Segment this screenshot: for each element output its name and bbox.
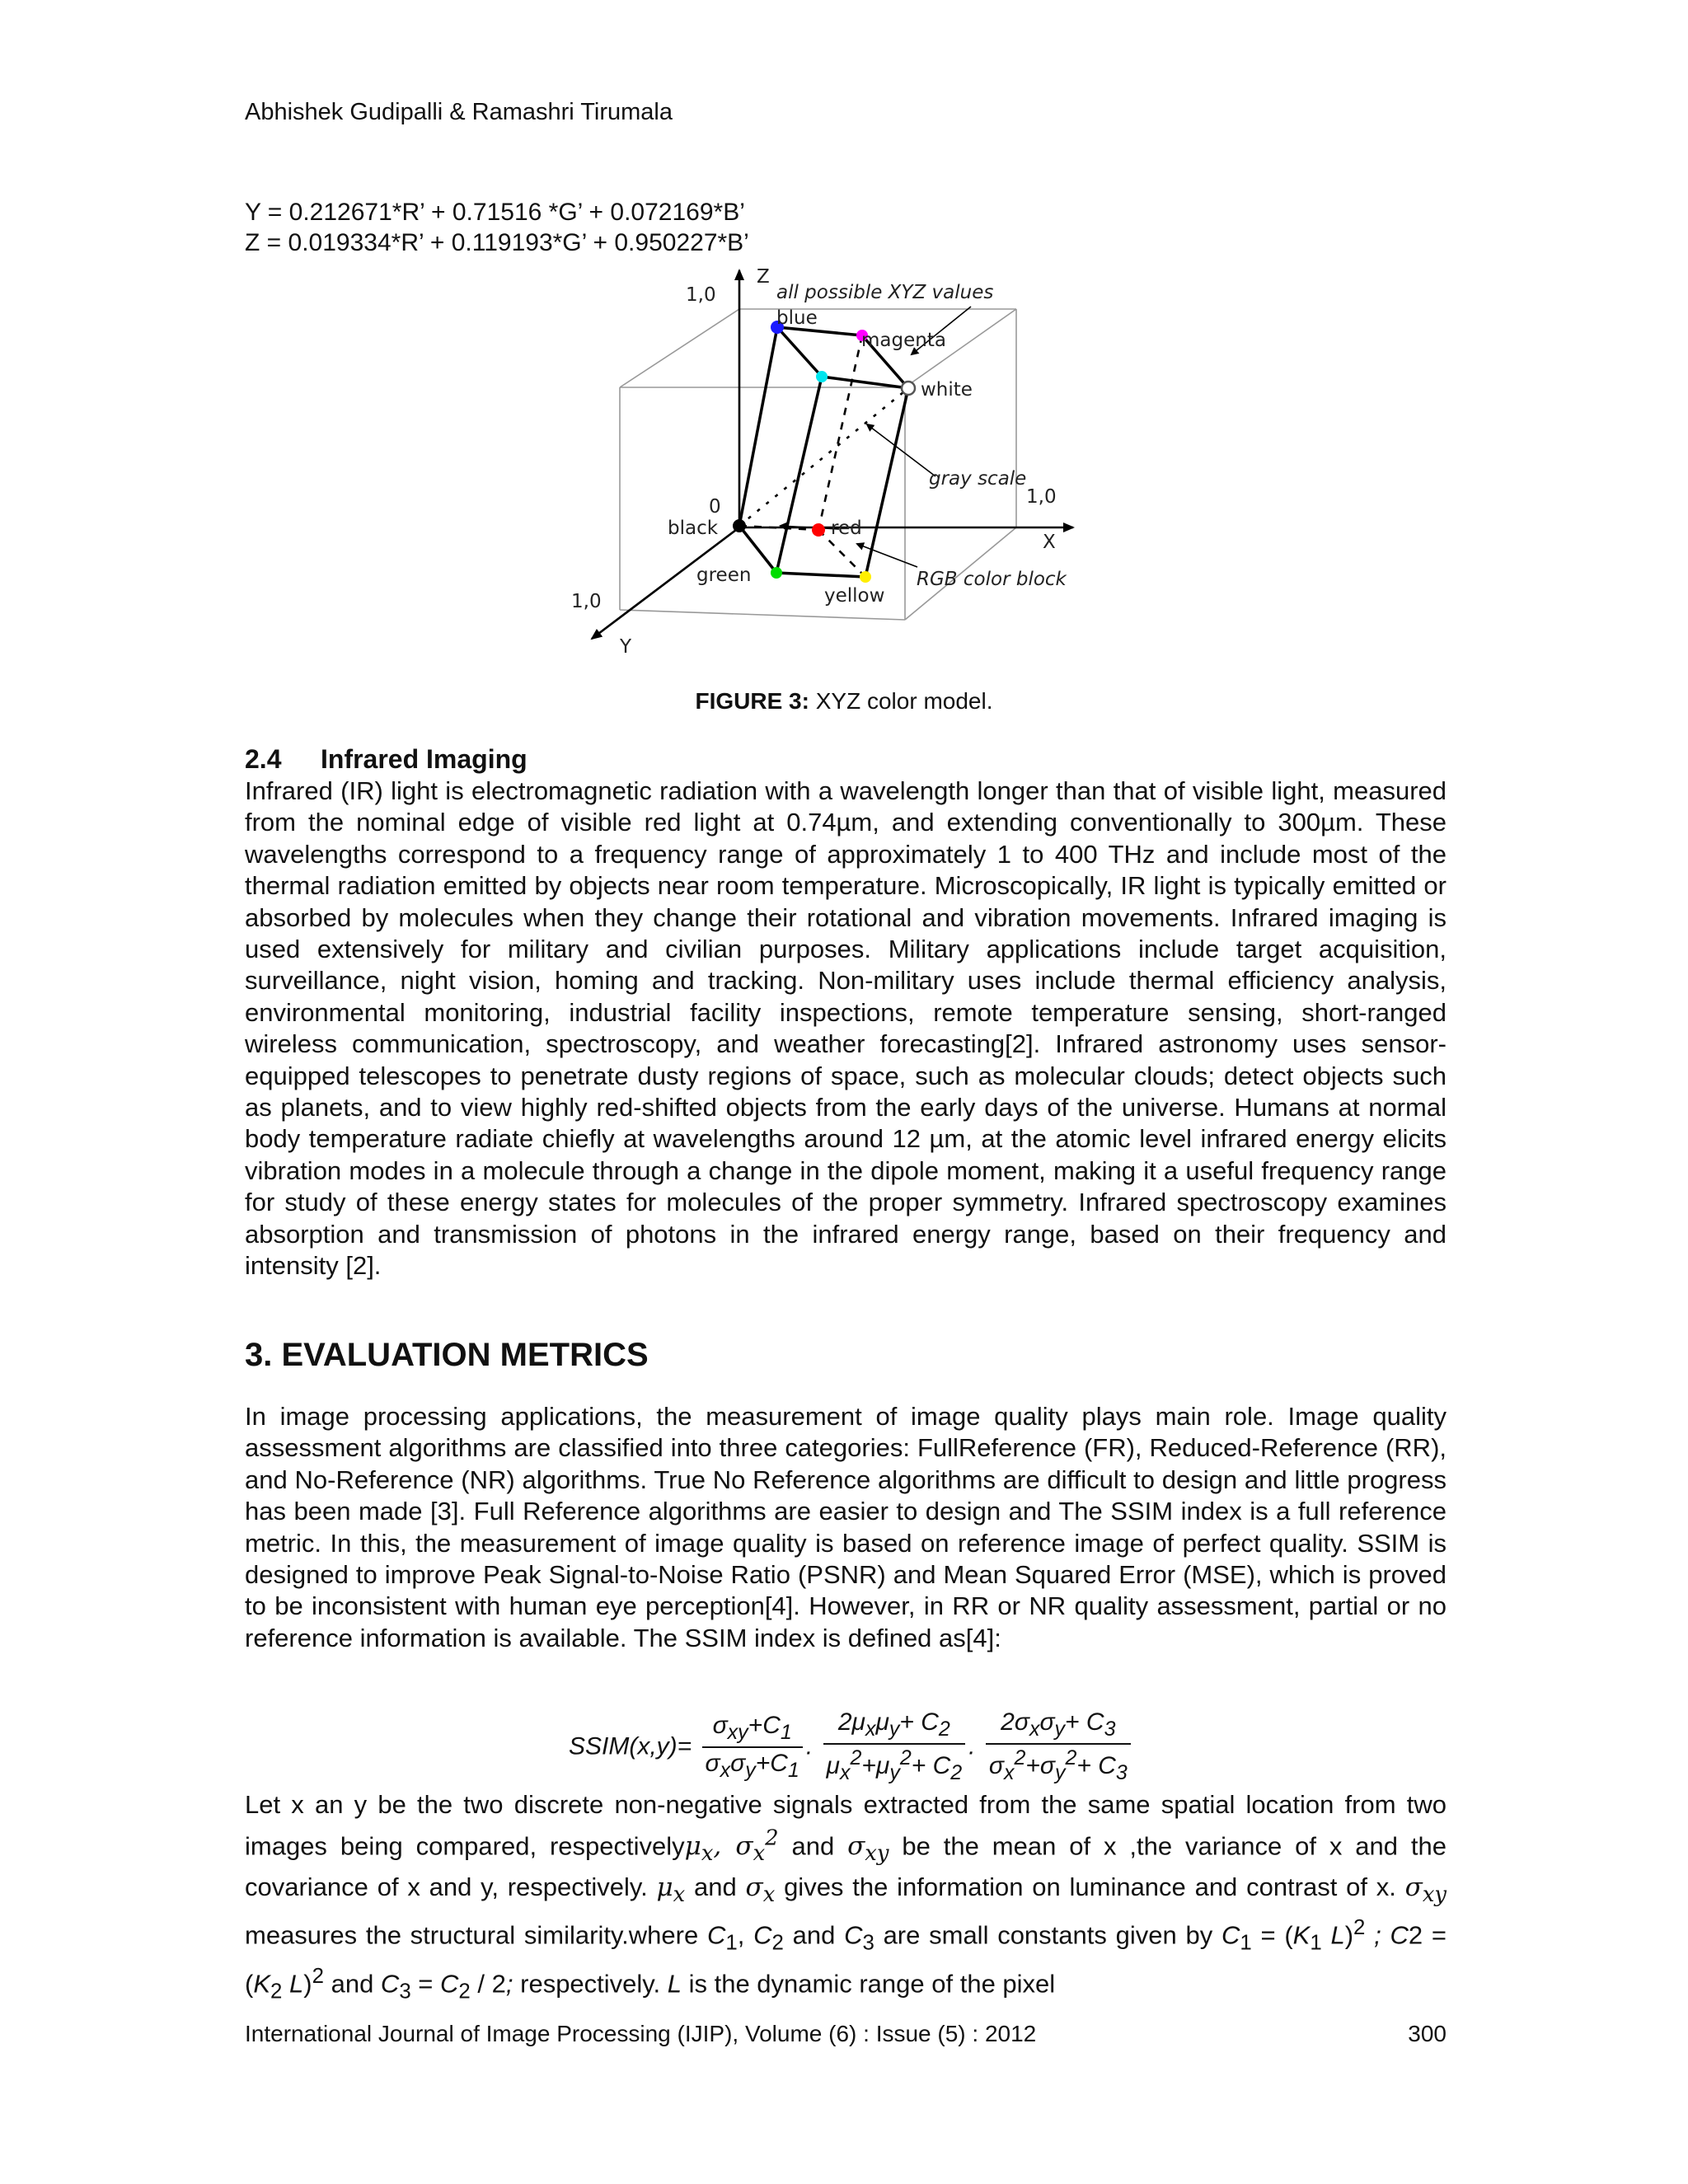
section-title: Infrared Imaging — [321, 744, 528, 774]
xyz-color-model-figure — [569, 260, 1113, 663]
running-header: Abhishek Gudipalli & Ramashri Tirumala — [245, 99, 673, 125]
ssim-explanation-paragraph: Let x an y be the two discrete non-negative signals extracted from the same spatial location from two images being compared, respectivelyμ$_x$, $\sigma_x^2$ and $\sigma_{xy}$ be the mean of x ,the variance of x and the covariance of x and y, respectively. $\mu_x$ and $\sigma_x$ gives the information on luminance and contrast of x. $\sigma_{xy}$ measures the structural similarity.where $C_1$, $C_2$ and $C_3$ are small constants given by $C_1 = (K_1$ L)$^2$ ; $C2 = (K_2$ L)$^2$ and $C_3 = C_2 / 2$; respectively. L is the dynamic range of the pixel — [245, 1790, 1447, 2004]
section-2-4-heading — [245, 744, 528, 775]
z-axis-label: Z — [757, 266, 770, 288]
all-possible-label: all possible XYZ values — [776, 282, 994, 303]
cyan-point — [816, 371, 828, 382]
y-tick-label: 1,0 — [571, 591, 602, 612]
infrared-paragraph: Infrared (IR) light is electromagnetic radiation with a wavelength longer than that of visible light, measured from the nominal edge of visible red light at 0.74µm, and extending conventionally to 300µm. These wavelengths correspond to a frequency range of approximately 1 to 400 THz and include most of the thermal radiation emitted by objects near room temperature. Microscopically, IR light is typically emitted or absorbed by molecules when they change their rotational and vibration movements. Infrared imaging is used extensively for military and civilian purposes. Military applications include target acquisition, surveillance, night vision, homing and tracking. Non-military uses include thermal efficiency analysis, environmental monitoring, industrial facility inspections, remote temperature sensing, short-ranged wireless communication, spectroscopy, and weather forecasting[2]. Infrared astronomy uses sensor-equipped telescopes to penetrate dusty regions of space, such as molecular clouds; detect objects such as planets, and to view highly red-shifted objects from the early days of the universe. Humans at normal body temperature radiate chiefly at wavelengths around 12 µm, at the atomic level infrared energy elicits vibration modes in a molecule through a change in the dipole moment, making it a useful frequency range for study of these energy states for molecules of the proper symmetry. Infrared spectroscopy examines absorption and transmission of photons in the infrared energy range, based on their frequency and intensity [2]. — [245, 776, 1447, 1281]
gray-scale-label: gray scale — [929, 468, 1027, 490]
magenta-label: magenta — [861, 330, 946, 351]
section-number: 2.4 — [245, 744, 282, 774]
green-label: green — [696, 565, 752, 586]
black-label: black — [668, 518, 719, 539]
caption-label: FIGURE 3: — [695, 688, 809, 714]
origin-label: 0 — [709, 496, 721, 518]
ssim-formula: SSIM(x,y)= $\frac{\sigma_{xy}+C_1}{\sigma_x\sigma_y+C_1}$ . $\frac{2\mu_x\mu_y+ C_2}{\mu_x^2+\mu_y^2+ C_2}$ . $\frac{2\sigma_x\sigma_y+ C_3}{\sigma_x^2+\sigma_y^2+ C_3}$ — [569, 1708, 1134, 1785]
caption-text: XYZ color model. — [809, 688, 993, 714]
yellow-point — [860, 571, 871, 583]
x-tick-label: 1,0 — [1026, 486, 1057, 508]
green-point — [771, 567, 782, 579]
z-tick-label: 1,0 — [686, 284, 716, 306]
black-point — [733, 519, 746, 532]
figure-caption — [0, 688, 1688, 715]
rgb-block-edges — [739, 327, 908, 577]
ssim-luminance-fraction: $\frac{2\mu_x\mu_y+ C_2}{\mu_x^2+\mu_y^2+ C_2}$ — [823, 1708, 966, 1785]
equation-y: Y = 0.212671*R’ + 0.71516 *G’ + 0.072169*B’ — [245, 199, 745, 226]
section-3-heading: 3. EVALUATION METRICS — [245, 1337, 649, 1373]
ssim-lhs: SSIM(x,y)= — [569, 1732, 692, 1760]
evaluation-paragraph: In image processing applications, the measurement of image quality plays main role. Image quality assessment algorithms are classified into three categories: FullReference (FR), Reduced-Reference (RR), and No-Reference (NR) algorithms. True No Reference algorithms are difficult to design and little progress has been made [3]. Full Reference algorithms are easier to design and The SSIM index is a full reference metric. In this, the measurement of image quality is based on reference image of perfect quality. SSIM is designed to improve Peak Signal-to-Noise Ratio (PSNR) and Mean Squared Error (MSE), which is proved to be inconsistent with human eye perception[4]. However, in RR or NR quality assessment, partial or no reference information is available. The SSIM index is defined as[4]: — [245, 1402, 1447, 1652]
x-axis-label: X — [1043, 532, 1056, 553]
blue-label: blue — [776, 307, 818, 329]
ssim-contrast-fraction: $\frac{2\sigma_x\sigma_y+ C_3}{\sigma_x^2+\sigma_y^2+ C_3}$ — [986, 1708, 1131, 1785]
white-point — [902, 382, 915, 395]
rgb-block-label: RGB color block — [917, 569, 1067, 590]
yellow-label: yellow — [824, 585, 885, 607]
equation-z: Z = 0.019334*R’ + 0.119193*G’ + 0.950227*B’ — [245, 229, 749, 256]
white-label: white — [921, 379, 973, 401]
red-point — [812, 523, 825, 537]
page-number: 300 — [1408, 2021, 1447, 2046]
y-axis-label: Y — [620, 636, 632, 658]
ssim-structure-fraction: $\frac{\sigma_{xy}+C_1}{\sigma_x\sigma_y+C_1}$ — [702, 1712, 803, 1783]
red-label: red — [831, 518, 862, 539]
footer-journal: International Journal of Image Processing (IJIP), Volume (6) : Issue (5) : 2012 — [245, 2021, 1037, 2046]
